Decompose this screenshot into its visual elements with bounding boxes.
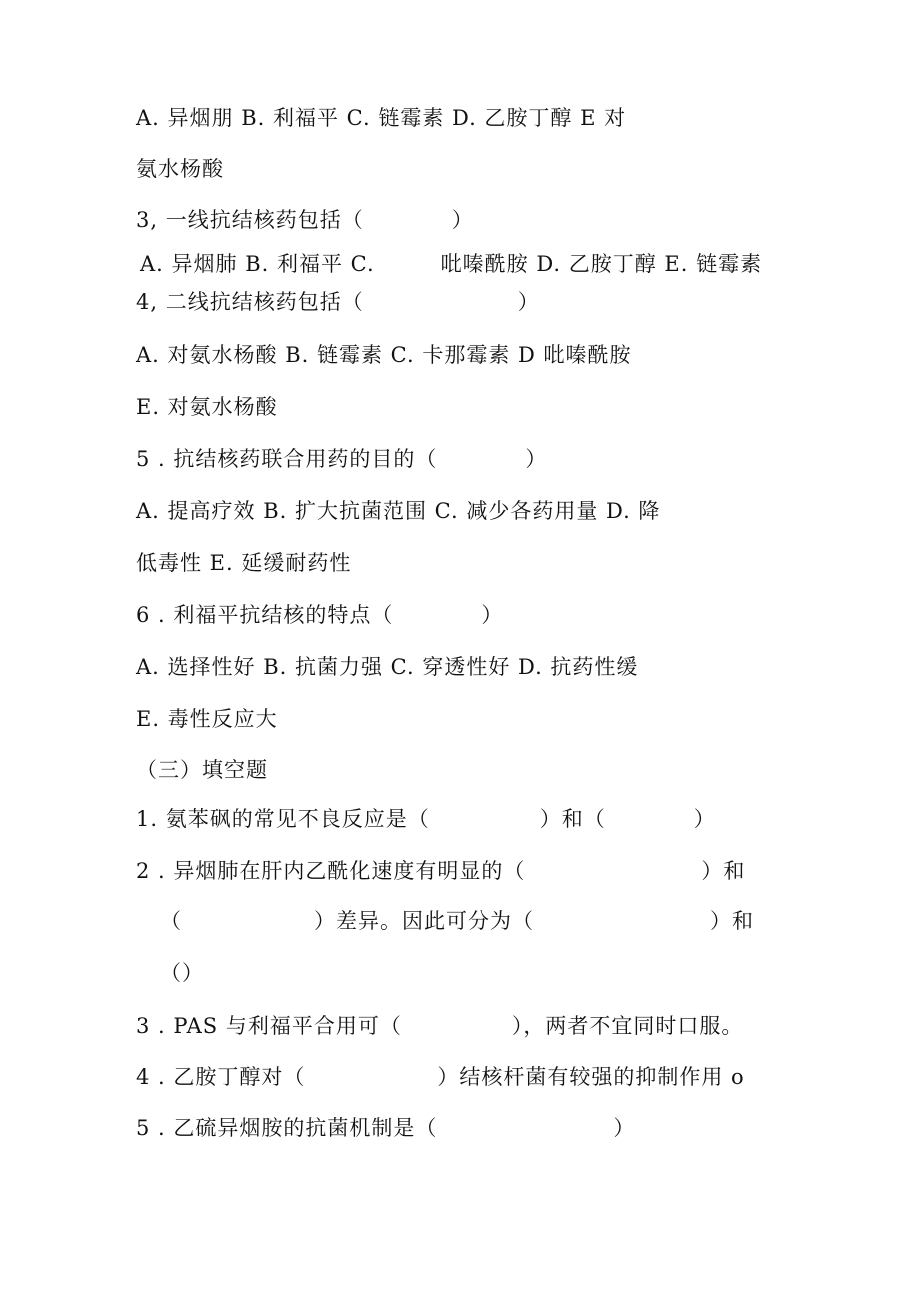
text-line-2: 氨水杨酸 <box>136 157 224 181</box>
question-4-options: A. 对氨水杨酸 B. 链霉素 C. 卡那霉素 D 吡嗪酰胺 <box>136 343 632 367</box>
question-6-options: A. 选择性好 B. 抗菌力强 C. 穿透性好 D. 抗药性缓 <box>136 655 639 679</box>
question-5-title: 5 . 抗结核药联合用药的目的（ ） <box>136 447 548 471</box>
section-heading: （三）填空题 <box>136 758 268 782</box>
fill-question-3: 3 . PAS 与利福平合用可（ ），两者不宜同时口服。 <box>136 1014 744 1038</box>
question-4-options-cont: E. 对氨水杨酸 <box>136 395 278 419</box>
question-5-options-cont: 低毒性 E. 延缓耐药性 <box>136 551 352 575</box>
question-5-options: A. 提高疗效 B. 扩大抗菌范围 C. 减少各药用量 D. 降 <box>136 499 661 523</box>
question-4-title: 4, 二线抗结核药包括（ ） <box>136 290 540 314</box>
text-line-1: A. 异烟朋 B. 利福平 C. 链霉素 D. 乙胺丁醇 E 对 <box>136 106 627 130</box>
question-3-title: 3, 一线抗结核药包括（ ） <box>136 208 474 232</box>
fill-question-2-cont: （ ）差异。因此可分为（ ）和 <box>160 909 754 933</box>
fill-question-1: 1. 氨苯砜的常见不良反应是（ ）和（ ） <box>136 807 716 831</box>
fill-question-4: 4 . 乙胺丁醇对（ ）结核杆菌有较强的抑制作用 o <box>136 1065 745 1089</box>
fill-question-2-end: （） <box>160 961 204 985</box>
question-6-title: 6 . 利福平抗结核的特点（ ） <box>136 603 504 627</box>
fill-question-2: 2 . 异烟肺在肝内乙酰化速度有明显的（ ）和 <box>136 859 746 883</box>
question-6-options-cont: E. 毒性反应大 <box>136 707 278 731</box>
question-3-options: A. 异烟肺 B. 利福平 C. 吡嗪酰胺 D. 乙胺丁醇 E. 链霉素 <box>140 252 763 276</box>
fill-question-5: 5 . 乙硫异烟胺的抗菌机制是（ ） <box>136 1116 636 1140</box>
